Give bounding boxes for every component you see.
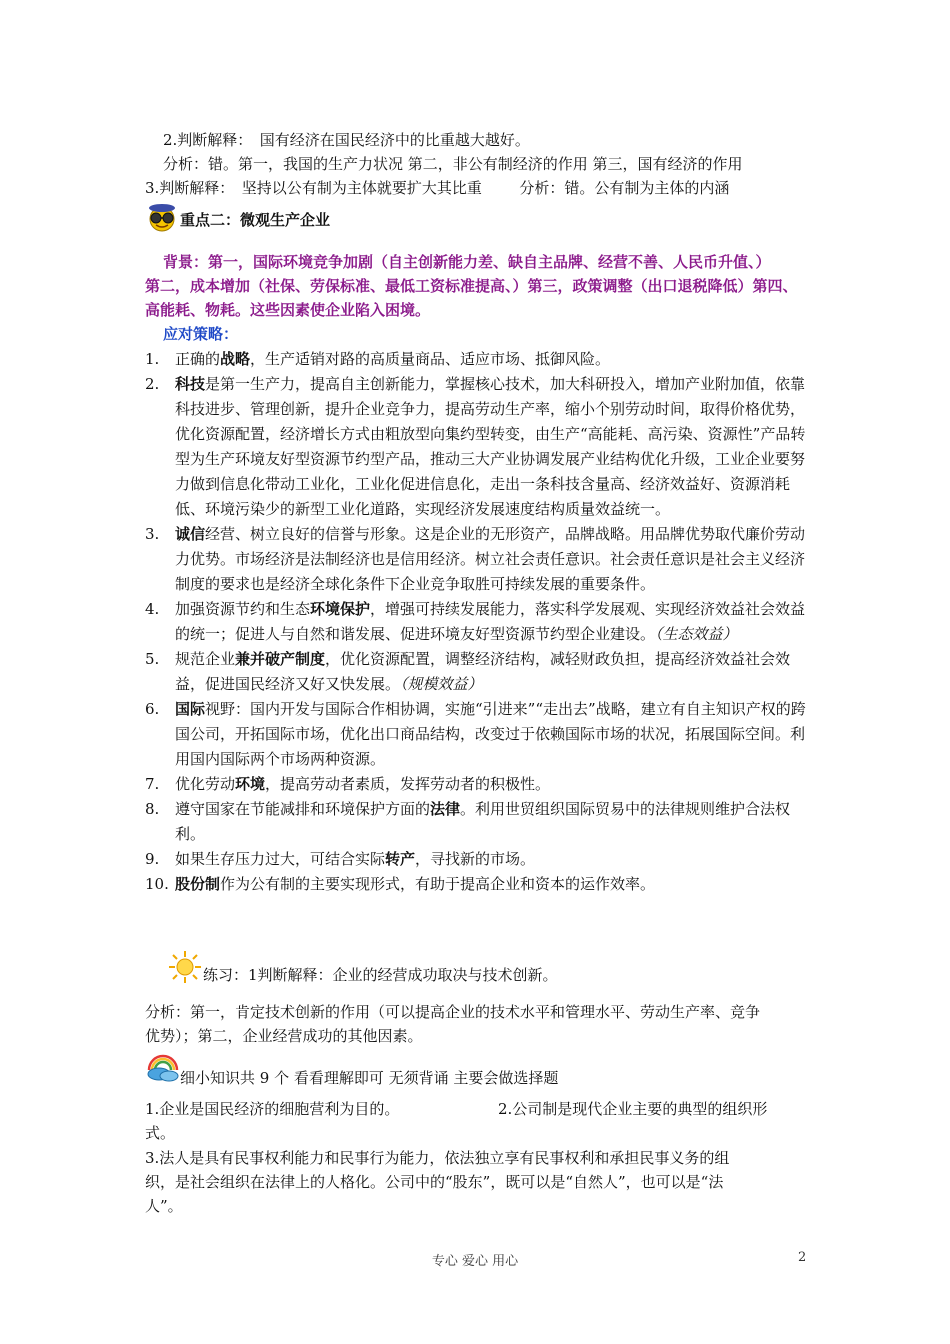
knowledge-2b: 式。 [145, 1124, 176, 1142]
list-item: 5. 规范企业兼并破产制度，优化资源配置，调整经济结构，减轻财政负担，提高经济效益社会效益，促进国民经济又好又快发展。（规模效益） [145, 650, 791, 693]
practice-analysis-2: 优势）；第二，企业经营成功的其他因素。 [145, 1027, 423, 1045]
judgment-3: 3.判断解释： 坚持以公有制为主体就要扩大其比重 分析：错。公有制为主体的内涵 [145, 179, 730, 197]
page-number: 2 [798, 1250, 807, 1265]
list-item: 4. 加强资源节约和生态环境保护，增强可持续发展能力，落实科学发展观、实现经济效益社会效益的统一；促进人与自然和谐发展、促进环境友好型资源节约型企业建设。（生态效益） [145, 600, 806, 643]
list-item: 10. 股份制作为公有制的主要实现形式，有助于提高企业和资本的运作效率。 [145, 875, 656, 893]
practice-question: 练习：1判断解释：企业的经营成功取决与技术创新。 [203, 966, 558, 984]
list-item: 6. 国际视野：国内开发与国际合作相协调，实施“引进来”“走出去”战略，建立有自主知识产权的跨国公司，开拓国际市场，优化出口商品结构，改变过于依赖国际市场的状况，拓展国际空间。利用国内国际两个市场两种资源。 [145, 700, 806, 768]
sunglasses-face-icon [145, 202, 179, 232]
list-item: 9. 如果生存压力过大，可结合实际转产，寻找新的市场。 [145, 850, 536, 868]
strategy-label: 应对策略： [163, 325, 239, 343]
list-item: 8. 遵守国家在节能减排和环境保护方面的法律。利用世贸组织国际贸易中的法律规则维护合法权利。 [145, 800, 791, 843]
list-item: 3. 诚信经营、树立良好的信誉与形象。这是企业的无形资产，品牌战略。用品牌优势取代廉价劳动力优势。市场经济是法制经济也是信用经济。树立社会责任意识。社会责任意识是社会主义经济制度的要求也是经济全球化条件下企业竞争取胜可持续发展的重要条件。 [145, 525, 806, 593]
section2-title: 重点二：微观生产企业 [180, 211, 331, 229]
judgment-2: 2.判断解释： 国有经济在国民经济中的比重越大越好。 [163, 131, 530, 149]
knowledge-3a: 3.法人是具有民事权利能力和民事行为能力，依法独立享有民事权利和承担民事义务的组 [145, 1149, 730, 1167]
knowledge-3c: 人”。 [145, 1197, 183, 1215]
analysis-2: 分析：错。第一，我国的生产力状况 第二，非公有制经济的作用 第三，国有经济的作用 [163, 155, 743, 173]
background-line2: 第二，成本增加（社保、劳保标准、最低工资标准提高、）第三，政策调整（出口退税降低）第四、 [145, 277, 798, 295]
knowledge-1: 1.企业是国民经济的细胞营利为目的。 [145, 1100, 400, 1118]
list-item: 1. 正确的战略，生产适销对路的高质量商品、适应市场、抵御风险。 [145, 350, 611, 368]
strategy-list [145, 347, 815, 897]
knowledge-2a: 2.公司制是现代企业主要的典型的组织形 [498, 1100, 768, 1118]
practice-analysis-1: 分析：第一，肯定技术创新的作用（可以提高企业的技术水平和管理水平、劳动生产率、竞争 [145, 1003, 761, 1021]
knowledge-3b: 织，是社会组织在法律上的人格化。公司中的“股东”，既可以是“自然人”，也可以是“法 [145, 1173, 724, 1191]
knowledge-title: 细小知识共 9 个 看看理解即可 无须背诵 主要会做选择题 [180, 1069, 559, 1087]
background-line1: 背景：第一，国际环境竞争加剧（自主创新能力差、缺自主品牌、经营不善、人民币升值、） [163, 253, 771, 271]
rainbow-cloud-icon [145, 1052, 181, 1082]
sun-icon [168, 950, 202, 984]
list-item: 7. 优化劳动环境，提高劳动者素质，发挥劳动者的积极性。 [145, 775, 551, 793]
list-item: 2. 科技是第一生产力，提高自主创新能力，掌握核心技术，加大科研投入，增加产业附加值，依靠科技进步、管理创新，提升企业竞争力，提高劳动生产率，缩小个别劳动时间，取得价格优势，优化资源配置，经济增长方式由粗放型向集约型转变，由生产“高能耗、高污染、资源性”产品转型为生产环境友好型资源节约型产品，推动三大产业协调发展产业结构优化升级，工业企业要努力做到信息化带动工业化，工业化促进信息化，走出一条科技含量高、经济效益好、资源消耗低、环境污染少的新型工业化道路，实现经济发展速度结构质量效益统一。 [145, 375, 806, 518]
footer-motto: 专心 爱心 用心 [431, 1254, 519, 1269]
background-line3: 高能耗、物耗。这些因素使企业陷入困境。 [145, 301, 431, 319]
